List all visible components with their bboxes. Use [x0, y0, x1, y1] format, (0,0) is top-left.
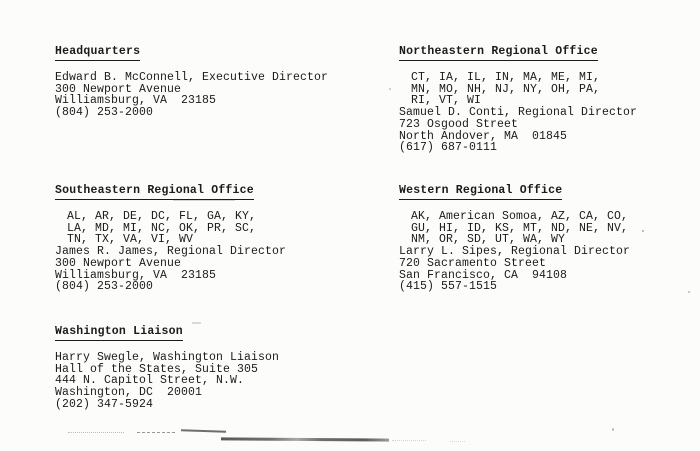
- text-line: Samuel D. Conti, Regional Director: [399, 106, 638, 120]
- section-washington-liaison: [55, 326, 279, 411]
- text-line: CT, IA, IL, IN, MA, ME, MI,: [411, 71, 601, 84]
- text-line: AK, American Somoa, AZ, CA, CO,: [411, 210, 629, 223]
- text-line: AL, AR, DE, DC, FL, GA, KY,: [67, 210, 257, 223]
- text-line: Williamsburg, VA 23185: [55, 268, 217, 282]
- section-heading: [55, 185, 286, 197]
- section-title: Washington Liaison: [55, 325, 183, 341]
- scan-artifact: [642, 230, 644, 232]
- text-line: Harry Swegle, Washington Liaison: [55, 351, 280, 364]
- address-block: [399, 107, 637, 154]
- address-block: [399, 246, 630, 293]
- scan-artifact: [137, 432, 175, 435]
- jurisdiction-list: [399, 211, 630, 246]
- address-block: [55, 352, 279, 411]
- text-line: 300 Newport Avenue: [55, 82, 182, 96]
- text-line: NM, OR, SD, UT, WA, WY: [411, 233, 566, 247]
- section-title: Southeastern Regional Office: [55, 184, 254, 200]
- scan-artifact: [181, 429, 226, 433]
- section-western-regional-office: [399, 185, 630, 293]
- text-line: North Andover, MA 01845: [399, 129, 568, 143]
- text-line: James R. James, Regional Director: [55, 245, 287, 259]
- section-headquarters: [55, 46, 328, 119]
- scan-artifact: [392, 440, 426, 443]
- jurisdiction-list: [55, 211, 286, 246]
- scan-artifact: [221, 437, 389, 441]
- text-line: (415) 557-1515: [399, 280, 498, 294]
- text-line: LA, MD, MI, NC, OK, PR, SC,: [67, 221, 257, 235]
- scan-artifact: [450, 441, 465, 444]
- text-line: Larry L. Sipes, Regional Director: [399, 245, 631, 259]
- section-southeastern-regional-office: [55, 185, 286, 293]
- text-line: San Francisco, CA 94108: [399, 268, 568, 282]
- text-line: (804) 253-2000: [55, 106, 154, 120]
- jurisdiction-list: [399, 72, 637, 107]
- scan-artifact: [192, 322, 201, 324]
- text-line: GU, HI, ID, KS, MT, ND, NE, NV,: [411, 221, 629, 235]
- text-line: Hall of the States, Suite 305: [55, 362, 259, 376]
- section-heading: [399, 185, 630, 197]
- address-block: [55, 72, 328, 119]
- text-line: 300 Newport Avenue: [55, 256, 182, 270]
- section-heading: [55, 46, 328, 58]
- text-line: 444 N. Capitol Street, N.W.: [55, 374, 245, 388]
- text-line: Williamsburg, VA 23185: [55, 94, 217, 108]
- section-heading: [55, 326, 279, 338]
- scan-artifact: [68, 432, 124, 435]
- text-line: MN, MO, NH, NJ, NY, OH, PA,: [411, 82, 601, 96]
- section-title: Northeastern Regional Office: [399, 45, 598, 61]
- scan-artifact: [688, 291, 690, 293]
- section-title: Western Regional Office: [399, 184, 562, 200]
- section-title: Headquarters: [55, 45, 140, 61]
- text-line: (804) 253-2000: [55, 280, 154, 294]
- section-northeastern-regional-office: [399, 46, 637, 154]
- text-line: (617) 687-0111: [399, 141, 498, 155]
- text-line: 723 Osgood Street: [399, 117, 519, 131]
- section-heading: [399, 46, 637, 58]
- scan-artifact: [612, 428, 614, 431]
- text-line: 720 Sacramento Street: [399, 256, 547, 270]
- text-line: Edward B. McConnell, Executive Director: [55, 71, 329, 84]
- text-line: (202) 347-5924: [55, 397, 154, 411]
- scan-artifact: [389, 88, 391, 90]
- text-line: RI, VT, WI: [411, 94, 482, 108]
- text-line: Washington, DC 20001: [55, 386, 203, 400]
- address-block: [55, 246, 286, 293]
- text-line: TN, TX, VA, VI, WV: [67, 233, 194, 247]
